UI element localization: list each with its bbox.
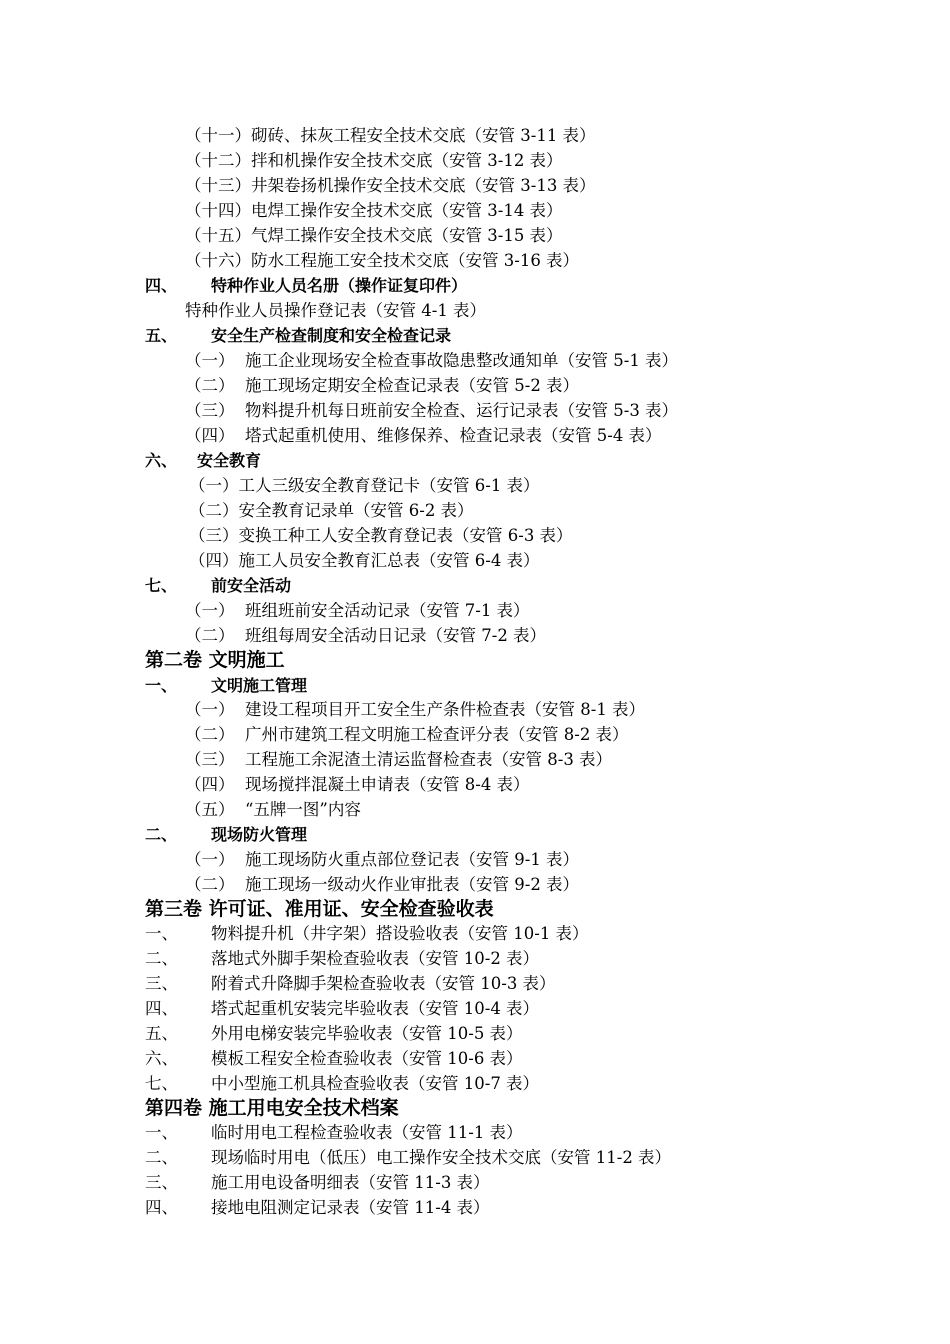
toc-entry: （一） 班组班前安全活动记录（安管 7-1 表） (185, 601, 530, 620)
volume-heading: 第三卷 许可证、准用证、安全检查验收表 (145, 898, 494, 920)
toc-entry: 一、 临时用电工程检查验收表（安管 11-1 表） (145, 1123, 523, 1142)
toc-entry: （二） 广州市建筑工程文明施工检查评分表（安管 8-2 表） (185, 725, 629, 744)
toc-entry: （二） 施工现场定期安全检查记录表（安管 5-2 表） (185, 376, 580, 395)
toc-entry: （一）工人三级安全教育登记卡（安管 6-1 表） (189, 476, 540, 495)
section-heading (145, 674, 307, 698)
volume-heading: 第二卷 文明施工 (145, 649, 285, 671)
section-title: 安全教育 (197, 451, 262, 470)
toc-entry: （十一）砌砖、抹灰工程安全技术交底（安管 3-11 表） (185, 126, 596, 145)
toc-entry: 一、 物料提升机（井字架）搭设验收表（安管 10-1 表） (145, 924, 589, 943)
toc-entry: 四、 塔式起重机安装完毕验收表（安管 10-4 表） (145, 999, 540, 1018)
toc-entry: （三） 工程施工余泥渣土清运监督检查表（安管 8-3 表） (185, 750, 613, 769)
toc-entry: （四）施工人员安全教育汇总表（安管 6-4 表） (189, 551, 540, 570)
toc-entry: （二） 班组每周安全活动日记录（安管 7-2 表） (185, 626, 547, 645)
toc-entry: （二）安全教育记录单（安管 6-2 表） (189, 501, 474, 520)
section-title: 安全生产检查制度和安全检查记录 (211, 326, 452, 345)
toc-entry: 四、 接地电阻测定记录表（安管 11-4 表） (145, 1198, 490, 1217)
toc-entry: （十三）井架卷扬机操作安全技术交底（安管 3-13 表） (185, 176, 596, 195)
toc-entry: （四） 塔式起重机使用、维修保养、检查记录表（安管 5-4 表） (185, 426, 662, 445)
section-title: 前安全活动 (211, 576, 292, 595)
toc-entry: 七、 中小型施工机具检查验收表（安管 10-7 表） (145, 1074, 540, 1093)
toc-entry: 六、 模板工程安全检查验收表（安管 10-6 表） (145, 1049, 523, 1068)
section-number: 四、 (145, 276, 178, 295)
toc-entry: （十六）防水工程施工安全技术交底（安管 3-16 表） (185, 251, 580, 270)
toc-entry: （一） 施工现场防火重点部位登记表（安管 9-1 表） (185, 850, 580, 869)
toc-entry: 二、 现场临时用电（低压）电工操作安全技术交底（安管 11-2 表） (145, 1148, 672, 1167)
section-title: 文明施工管理 (211, 676, 308, 695)
section-number: 二、 (145, 825, 178, 844)
toc-entry: （三） 物料提升机每日班前安全检查、运行记录表（安管 5-3 表） (185, 401, 679, 420)
toc-entry: 三、 附着式升降脚手架检查验收表（安管 10-3 表） (145, 974, 556, 993)
toc-entry: （一） 施工企业现场安全检查事故隐患整改通知单（安管 5-1 表） (185, 351, 679, 370)
section-heading (145, 823, 307, 847)
toc-entry: （三）变换工种工人安全教育登记表（安管 6-3 表） (189, 526, 573, 545)
section-number: 五、 (145, 326, 178, 345)
toc-entry: （二） 施工现场一级动火作业审批表（安管 9-2 表） (185, 875, 580, 894)
toc-entry: （五） “五牌一图”内容 (185, 800, 361, 819)
volume-heading: 第四卷 施工用电安全技术档案 (145, 1097, 399, 1119)
section-number: 六、 (145, 451, 178, 470)
section-heading (145, 574, 291, 598)
toc-entry: 二、 落地式外脚手架检查验收表（安管 10-2 表） (145, 949, 540, 968)
section-number: 一、 (145, 676, 178, 695)
section-heading (145, 274, 467, 298)
toc-entry: （十二）拌和机操作安全技术交底（安管 3-12 表） (185, 151, 563, 170)
section-number: 七、 (145, 576, 178, 595)
toc-entry: 五、 外用电梯安装完毕验收表（安管 10-5 表） (145, 1024, 523, 1043)
section-title: 特种作业人员名册（操作证复印件） (211, 276, 468, 295)
toc-entry: （四） 现场搅拌混凝土申请表（安管 8-4 表） (185, 775, 530, 794)
section-heading (145, 449, 261, 473)
toc-entry: 三、 施工用电设备明细表（安管 11-3 表） (145, 1173, 490, 1192)
toc-entry: （十四）电焊工操作安全技术交底（安管 3-14 表） (185, 201, 563, 220)
toc-entry: 特种作业人员操作登记表（安管 4-1 表） (185, 301, 487, 320)
toc-entry: （十五）气焊工操作安全技术交底（安管 3-15 表） (185, 226, 563, 245)
section-heading (145, 324, 451, 348)
section-title: 现场防火管理 (211, 825, 308, 844)
toc-entry: （一） 建设工程项目开工安全生产条件检查表（安管 8-1 表） (185, 700, 646, 719)
